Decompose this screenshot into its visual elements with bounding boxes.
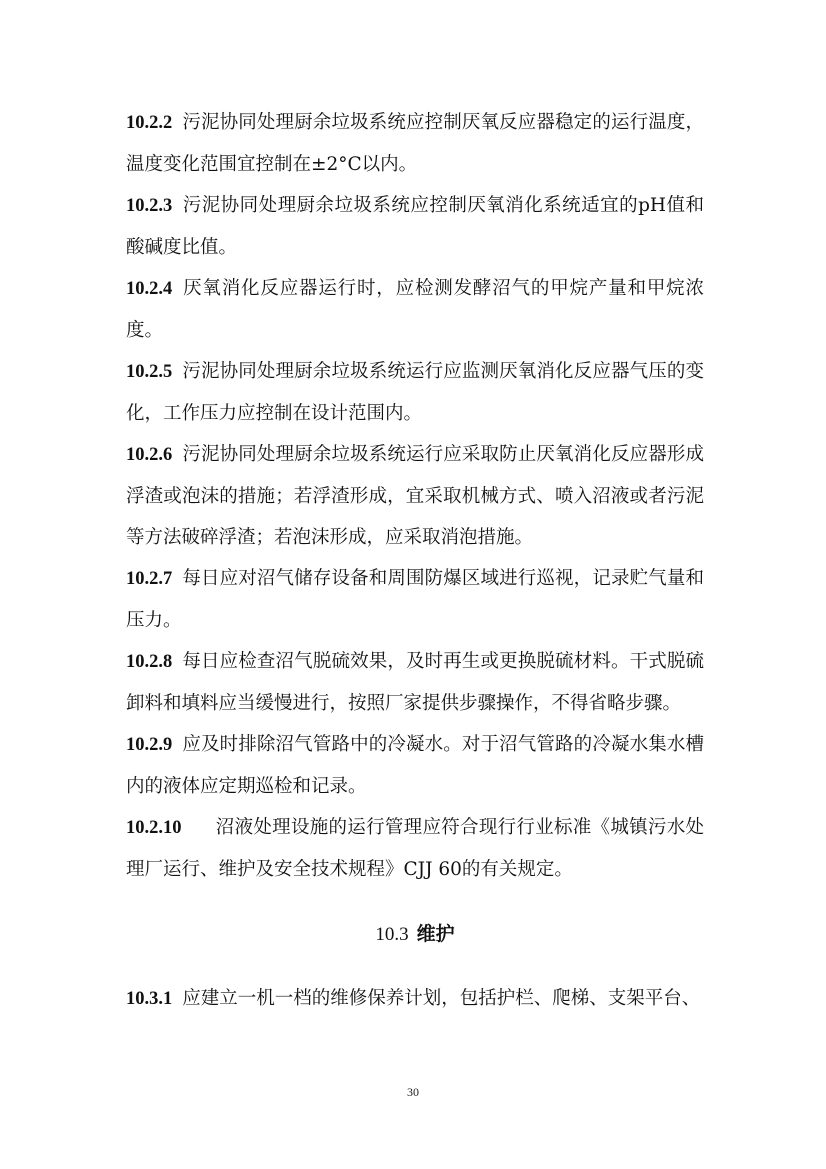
clause-text: 污泥协同处理厨余垃圾系统运行应监测厌氧消化反应器气压的变化，工作压力应控制在设计范围内。 — [126, 361, 704, 424]
clause-10-3-1 — [126, 978, 704, 1020]
clause-number: 10.3.1 — [126, 989, 173, 1009]
clause-text: 沼液处理设施的运行管理应符合现行行业标准《城镇污水处理厂运行、维护及安全技术规程》CJJ 60的有关规定。 — [126, 817, 704, 880]
clause-10-2-5 — [126, 351, 704, 434]
clause-text: 应及时排除沼气管路中的冷凝水。对于沼气管路的冷凝水集水槽内的液体应定期巡检和记录。 — [126, 734, 704, 797]
clause-10-2-9 — [126, 724, 704, 807]
clause-number: 10.2.3 — [126, 196, 173, 216]
clause-text: 污泥协同处理厨余垃圾系统运行应采取防止厌氧消化反应器形成浮渣或泡沫的措施；若浮渣形成，宜采取机械方式、喷入沼液或者污泥等方法破碎浮渣；若泡沫形成，应采取消泡措施。 — [126, 444, 704, 548]
clause-number: 10.2.4 — [126, 279, 173, 299]
section-title: 维护 — [416, 923, 455, 945]
clause-text: 每日应对沼气储存设备和周围防爆区域进行巡视，记录贮气量和压力。 — [126, 568, 704, 631]
clause-text: 污泥协同处理厨余垃圾系统应控制厌氧反应器稳定的运行温度，温度变化范围宜控制在±2°C以内。 — [126, 112, 704, 175]
clause-10-2-2 — [126, 102, 704, 185]
clause-text: 厌氧消化反应器运行时，应检测发酵沼气的甲烷产量和甲烷浓度。 — [126, 278, 704, 341]
section-heading — [126, 890, 704, 978]
clause-10-2-7 — [126, 558, 704, 641]
clause-number: 10.2.6 — [126, 445, 173, 465]
section-number: 10.3 — [375, 924, 409, 945]
page-number: 30 — [407, 1085, 419, 1099]
clause-number: 10.2.8 — [126, 652, 173, 672]
clause-number: 10.2.9 — [126, 735, 173, 755]
clause-number: 10.2.2 — [126, 113, 173, 133]
clause-number: 10.2.10 — [126, 818, 182, 838]
document-body — [126, 102, 704, 1020]
clause-text: 每日应检查沼气脱硫效果，及时再生或更换脱硫材料。干式脱硫卸料和填料应当缓慢进行，按照厂家提供步骤操作，不得省略步骤。 — [126, 651, 704, 714]
clause-text: 应建立一机一档的维修保养计划，包括护栏、爬梯、支架平台、 — [182, 988, 701, 1009]
clause-10-2-6 — [126, 434, 704, 558]
clause-10-2-10 — [126, 807, 704, 890]
clause-number: 10.2.5 — [126, 362, 173, 382]
clause-10-2-8 — [126, 641, 704, 724]
clause-number: 10.2.7 — [126, 569, 173, 589]
clause-text: 污泥协同处理厨余垃圾系统应控制厌氧消化系统适宜的pH值和酸碱度比值。 — [126, 195, 704, 258]
clause-10-2-4 — [126, 268, 704, 351]
clause-10-2-3 — [126, 185, 704, 268]
